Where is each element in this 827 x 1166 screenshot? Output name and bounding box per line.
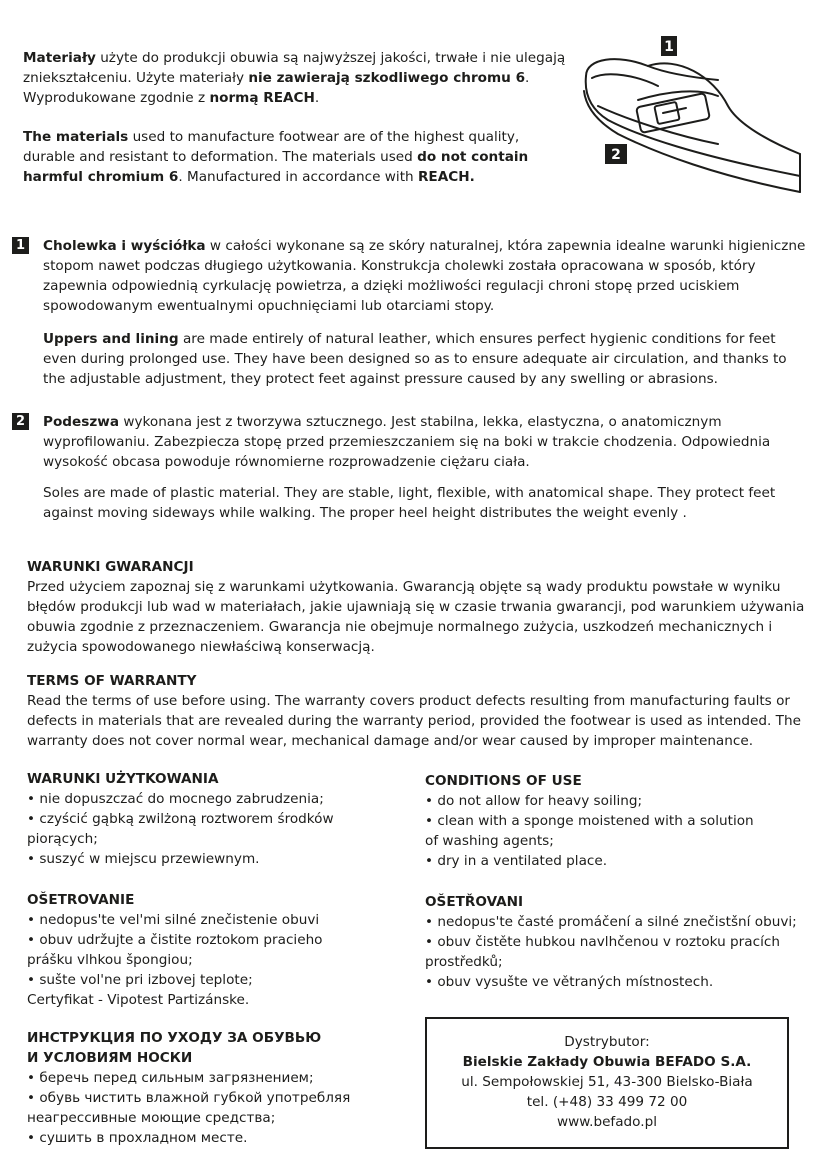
distributor-website: www.befado.pl: [557, 1114, 657, 1130]
intro-english: The materials used to manufacture footwear are of the highest quality, durable and resistant to deformation. The materials used do not contain harmful chromium 6. Manufactured in accordance with REACH.: [23, 129, 529, 185]
warranty-polish: WARUNKI GWARANCJI Przed użyciem zapoznaj się z warunkami użytkowania. Gwarancją objęte są wady produktu powstałe w wyniku błędów produkcji lub wad w materiałach, jakie ujawniają się w czasie trwania gwarancji, pod warunkiem używania obuwia zgodnie z przeznaczeniem. Gwarancja nie obejmuje normalnego zużycia, uszkodzeń mechanicznych i zużycia spowodowanego niewłaściwą konserwacją.: [27, 557, 807, 657]
use-polish-heading: WARUNKI UŻYTKOWANIA: [27, 771, 219, 787]
section-2-number: 2: [12, 413, 29, 430]
care-czech-heading: OŠETŘOVANI: [425, 894, 524, 910]
use-english-heading: CONDITIONS OF USE: [425, 773, 582, 789]
list-item: • dry in a ventilated place.: [425, 853, 608, 869]
list-item: • беречь перед сильным загрязнением;: [27, 1070, 314, 1086]
list-item: prášku vlhkou špongiou;: [27, 952, 193, 968]
section-1-english: Uppers and lining are made entirely of natural leather, which ensures perfect hygienic conditions for feet even during prolonged use. They have been designed so as to ensure adequate air circulation, and thanks to the adjustable adjustment, they protect feet against pressure caused by any swelling or abrasions.: [43, 331, 787, 387]
list-item: • nedopus'te časté promáčení a silné znečistšní obuvi;: [425, 914, 797, 930]
list-item: • nedopus'te vel'mi silné znečistenie obuvi: [27, 912, 320, 928]
list-item: Certyfikat - Vipotest Partizánske.: [27, 992, 250, 1008]
list-item: • obuv čistěte hubkou navlhčenou v roztoku pracích: [425, 934, 780, 950]
list-item: • obuv vysušte ve větraných místnostech.: [425, 974, 714, 990]
distributor-address: ul. Sempołowskiej 51, 43-300 Bielsko-Biała: [461, 1074, 753, 1090]
clog-shoe-illustration: [578, 36, 808, 206]
warranty-english-heading: TERMS OF WARRANTY: [27, 673, 197, 689]
list-item: prostředků;: [425, 954, 503, 970]
list-item: piorących;: [27, 831, 98, 847]
list-item: • nie dopuszczać do mocnego zabrudzenia;: [27, 791, 324, 807]
callout-1-label: 1: [664, 39, 674, 55]
section-1-polish: Cholewka i wyściółka w całości wykonane są ze skóry naturalnej, która zapewnia idealne warunki higieniczne stopom nawet podczas długiego użytkowania. Konstrukcja cholewki została opracowana w sposób, który zapewnia odpowiednią cyrkulację powietrza, a dzięki możliwości regulacji chroni stopę przed uciskiem spowodowanym ewentualnymi opuchnięciami lub otarciami stopy.: [43, 238, 806, 314]
distributor-company: Bielskie Zakłady Obuwia BEFADO S.A.: [462, 1054, 752, 1070]
clog-icon: [578, 36, 808, 206]
care-russian-heading-line2: И УСЛОВИЯМ НОСКИ: [27, 1050, 193, 1066]
care-russian: [27, 1028, 407, 1148]
list-item: of washing agents;: [425, 833, 554, 849]
callout-2-label: 2: [611, 147, 621, 163]
care-slovak: [27, 890, 397, 1010]
list-item: • suszyć w miejscu przewiewnym.: [27, 851, 260, 867]
list-item: • czyścić gąbką zwilżoną roztworem środków: [27, 811, 334, 827]
warranty-english: TERMS OF WARRANTY Read the terms of use before using. The warranty covers product defects resulting from manufacturing faults or defects in materials that are revealed during the warranty period, provided the footwear is used as intended. The warranty does not cover normal wear, mechanical damage and/or wear caused by improper maintenance.: [27, 671, 807, 751]
use-polish: [27, 769, 397, 869]
intro-polish: Materiały użyte do produkcji obuwia są najwyższej jakości, trwałe i nie ulegają zniekształceniu. Użyte materiały nie zawierają szkodliwego chromu 6. Wyprodukowane zgodnie z normą REACH.: [23, 50, 566, 106]
section-2-polish: Podeszwa wykonana jest z tworzywa sztucznego. Jest stabilna, lekka, elastyczna, o anatomicznym wyprofilowaniu. Zabezpiecza stopę przed przemieszczaniem się na boki w trakcie chodzenia. Odpowiednia wysokość obcasa powoduje równomierne rozprowadzenie ciężaru ciała.: [43, 414, 771, 470]
section-2-english: Soles are made of plastic material. They are stable, light, flexible, with anatomical shape. They protect feet against moving sideways while walking. The proper heel height distributes the weight evenly .: [43, 485, 776, 521]
care-czech: [425, 892, 820, 992]
list-item: неагрессивные моющие средства;: [27, 1110, 276, 1126]
list-item: • обувь чистить влажной губкой употребляя: [27, 1090, 351, 1106]
list-item: • do not allow for heavy soiling;: [425, 793, 643, 809]
distributor-label: Dystrybutor:: [564, 1034, 650, 1050]
list-item: • obuv udržujte a čistite roztokom pracieho: [27, 932, 323, 948]
list-item: • clean with a sponge moistened with a solution: [425, 813, 754, 829]
warranty-polish-heading: WARUNKI GWARANCJI: [27, 559, 194, 575]
distributor-box: [425, 1017, 789, 1149]
care-slovak-heading: OŠETROVANIE: [27, 892, 135, 908]
list-item: • сушить в прохладном месте.: [27, 1130, 248, 1146]
use-english: [425, 771, 815, 871]
care-russian-heading: ИНСТРУКЦИЯ ПО УХОДУ ЗА ОБУВЬЮ: [27, 1030, 322, 1046]
list-item: • sušte vol'ne pri izbovej teplote;: [27, 972, 253, 988]
distributor-phone: tel. (+48) 33 499 72 00: [526, 1094, 688, 1110]
section-1-number: 1: [12, 237, 29, 254]
